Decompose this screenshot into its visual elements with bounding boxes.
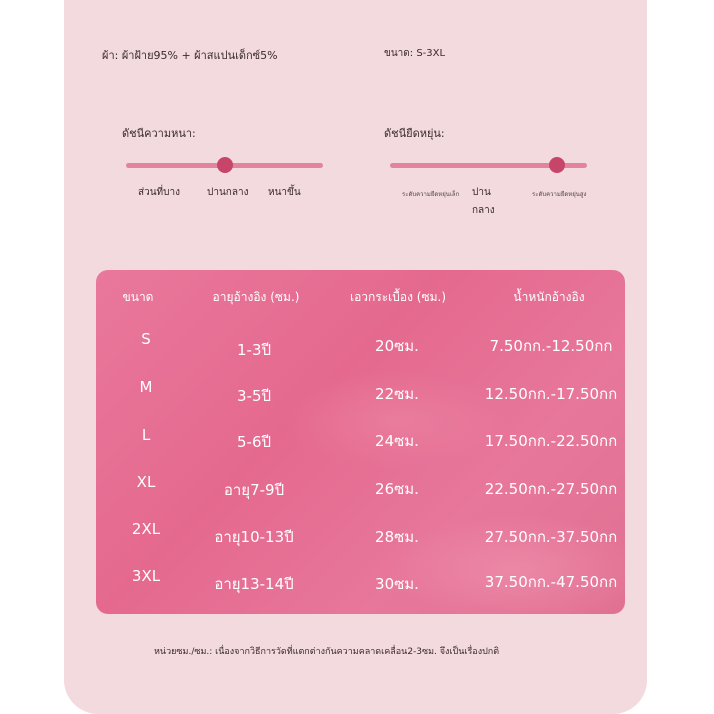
thickness-label-thick: หนาขึ้น: [268, 187, 301, 198]
table-cell-age: อายุ7-9ปี: [223, 481, 285, 499]
elasticity-index-title: ดัชนียืดหยุ่น:: [384, 127, 445, 140]
table-cell-weight: 12.50กก.-17.50กก: [484, 385, 618, 403]
table-cell-waist: 26ซม.: [375, 480, 419, 498]
table-cell-age: อายุ13-14ปี: [214, 575, 294, 593]
elasticity-label-high: ระดับความยืดหยุ่นสูง: [532, 191, 587, 198]
table-cell-size: 3XL: [131, 567, 161, 585]
table-cell-waist: 20ซม.: [375, 337, 419, 355]
fabric-composition: ผ้า: ผ้าฝ้าย95% + ผ้าสแปนเด็กซ์5%: [102, 49, 278, 62]
table-header-age: อายุอ้างอิง (ซม.): [212, 290, 300, 304]
table-cell-waist: 24ซม.: [375, 432, 419, 450]
size-range: ขนาด: S-3XL: [384, 48, 446, 59]
table-cell-age: 5-6ปี: [236, 433, 272, 451]
elasticity-label-medium: ปานกลาง: [472, 187, 495, 216]
table-cell-waist: 28ซม.: [375, 528, 419, 546]
table-cell-weight: 27.50กก.-37.50กก: [484, 528, 618, 546]
table-cell-waist: 22ซม.: [375, 385, 419, 403]
table-cell-waist: 30ซม.: [375, 575, 419, 593]
table-cell-weight: 7.50กก.-12.50กก: [489, 337, 613, 355]
thickness-label-medium: ปานกลาง: [207, 187, 249, 198]
table-cell-weight: 17.50กก.-22.50กก: [484, 432, 618, 450]
thickness-label-thin: ส่วนที่บาง: [138, 187, 180, 198]
table-cell-size: XL: [136, 473, 156, 491]
table-header-weight: น้ำหนักอ้างอิง: [513, 290, 585, 304]
table-cell-size: L: [141, 426, 151, 444]
thickness-index-title: ดัชนีความหนา:: [122, 127, 196, 140]
table-cell-weight: 22.50กก.-27.50กก: [484, 480, 618, 498]
table-header-size: ขนาด: [122, 290, 154, 304]
elasticity-label-low: ระดับความยืดหยุ่นเล็ก: [402, 191, 460, 198]
table-cell-age: 3-5ปี: [236, 387, 272, 405]
measurement-note: หน่วยซม./ซม.: เนื่องจากวิธีการวัดที่แตกต่างกันความคลาดเคลื่อน2-3ซม. จึงเป็นเรื่องปกติ: [154, 647, 500, 657]
thickness-slider-knob: [217, 157, 233, 173]
table-header-waist: เอวกระเบื้อง (ซม.): [349, 290, 447, 304]
size-table: [96, 270, 625, 614]
table-cell-size: 2XL: [131, 520, 161, 538]
table-cell-age: อายุ10-13ปี: [214, 528, 294, 546]
table-cell-age: 1-3ปี: [236, 341, 272, 359]
table-cell-weight: 37.50กก.-47.50กก: [484, 573, 618, 591]
table-cell-size: M: [139, 378, 153, 396]
table-cell-size: S: [141, 330, 151, 348]
